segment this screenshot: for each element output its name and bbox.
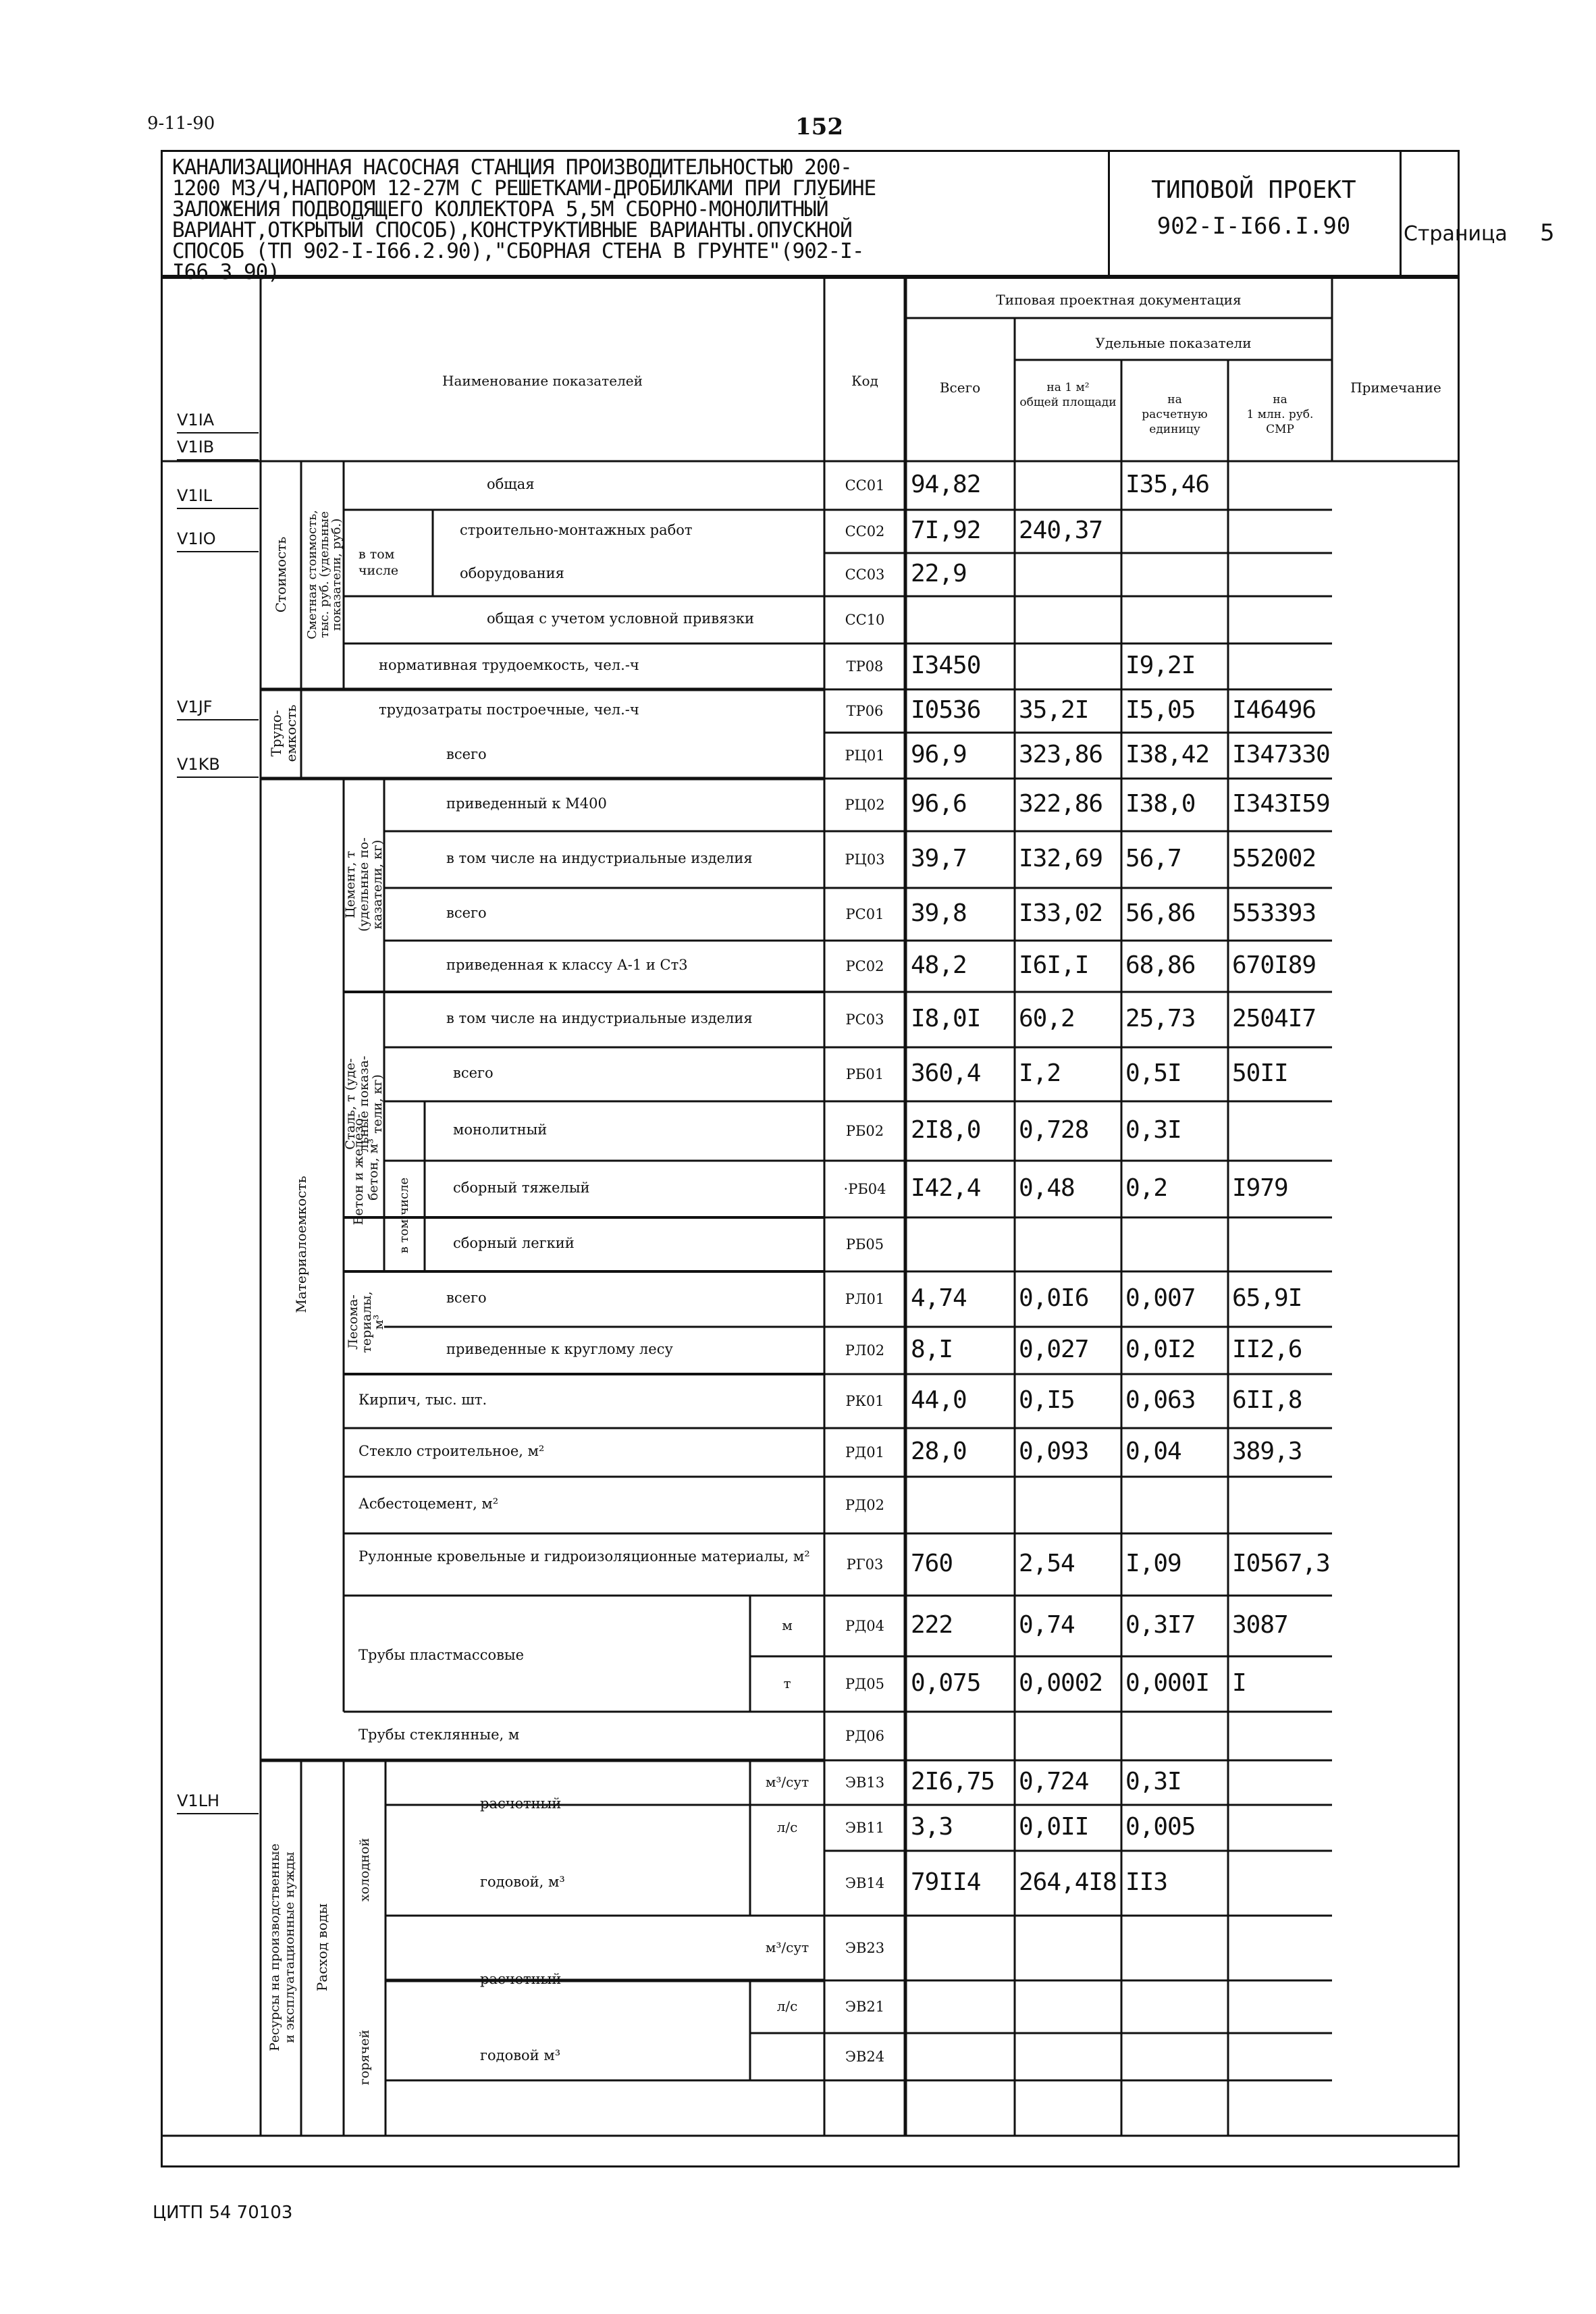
row-code: ЭВ11 [845,1820,885,1836]
header-specific-group: Удельные показатели [1095,335,1252,351]
row-per-unit-value: I38,42 [1125,741,1210,768]
row-label: нормативная трудоемкость, чел.-ч [379,657,639,673]
row-code: ТР06 [846,703,884,719]
row-unit: м [782,1617,793,1633]
row-per-unit-value: I38,0 [1125,790,1196,818]
row-per-m2-value: I6I,I [1019,951,1089,979]
row-total-value: I42,4 [911,1174,981,1202]
header-per-million: СМР [1266,423,1294,436]
row-per-m2-value: 322,86 [1019,790,1103,818]
cement-group-label: казатели, кг) [370,839,385,930]
row-per-unit-value: II3 [1125,1868,1168,1896]
title-line: I66.3.90) [172,260,280,284]
row-label: в том числе на индустриальные изделия [446,850,753,866]
margin-code-rule [177,719,259,720]
resources-group-label: Ресурсы на производственные [267,1843,282,2051]
row-per-unit-value: 0,3I [1125,1116,1181,1144]
row-per-m2-value: 0,728 [1019,1116,1089,1144]
row-per-unit-value: 0,3I7 [1125,1611,1196,1639]
row-label: монолитный [453,1122,548,1138]
row-total-value: 4,74 [911,1284,967,1312]
row-per-m2-value: 264,4I8 [1019,1868,1117,1896]
row-total-value: 0,075 [911,1669,981,1697]
cold-water-label: холодной [357,1837,372,1902]
row-label: всего [446,905,487,921]
row-per-m2-value: 0,48 [1019,1174,1075,1202]
row-per-million-value: I0567,3 [1232,1550,1330,1577]
row-per-unit-value: 0,5I [1125,1059,1181,1087]
row-label: Кирпич, тыс. шт. [358,1392,487,1408]
row-total-value: 2I6,75 [911,1768,995,1795]
row-per-million-value: 2504I7 [1232,1005,1316,1032]
row-total-value: 3,3 [911,1813,953,1841]
row-label: оборудования [460,565,564,581]
row-per-million-value: 389,3 [1232,1438,1302,1465]
row-per-unit-value: I9,2I [1125,652,1196,679]
row-label: общая [487,476,535,492]
cost-subgroup-label: Сметная стоимость, [305,510,319,639]
in-that-label: числе [358,563,399,578]
row-total-value: 28,0 [911,1438,967,1465]
row-total-value: 96,6 [911,790,967,818]
row-code: РС02 [845,958,884,974]
margin-code: V1IA [177,411,215,429]
row-code: ЭВ14 [845,1875,885,1891]
margin-code: V1LH [177,1791,220,1810]
row-label: всего [446,1290,487,1306]
header-per-unit: на [1167,393,1182,406]
row-unit: м³/сут [765,1939,809,1955]
cost-subgroup-label: тыс. руб. (удельные [317,511,331,638]
row-unit: л/с [776,1998,798,2014]
title-block [161,150,1555,284]
row-per-m2-value: 0,74 [1019,1611,1075,1639]
cost-group-label: Стоимость [273,536,289,613]
sheet-label: Страница [1404,222,1508,246]
cost-subgroup-label: показатели, руб.) [329,518,344,631]
row-per-million-value: 553393 [1232,899,1316,927]
row-total-value: 760 [911,1550,953,1577]
row-label: расчетный [480,1971,562,1987]
margin-code-rule [177,1813,259,1814]
footer-code: ЦИТП 54 70103 [153,2203,293,2223]
page-number: 152 [795,113,843,140]
row-code: РД04 [845,1618,884,1634]
row-label: расчетный [480,1795,562,1812]
row-per-unit-value: 0,000I [1125,1669,1210,1697]
hot-water-label: горячей [357,2030,372,2086]
cement-group-label: Цемент, т [343,851,358,918]
row-per-m2-value: I32,69 [1019,845,1103,872]
row-per-million-value: I [1232,1669,1246,1697]
row-total-value: 7I,92 [911,517,981,544]
row-label: сборный тяжелый [453,1180,590,1196]
row-label: в том числе на индустриальные изделия [446,1010,753,1026]
row-per-m2-value: I,2 [1019,1059,1061,1087]
row-per-unit-value: 0,007 [1125,1284,1196,1312]
title-line: КАНАЛИЗАЦИОННАЯ НАСОСНАЯ СТАНЦИЯ ПРОИЗВОДИТЕЛЬНОСТЬЮ 200- [172,155,852,180]
header-per-m2: общей площади [1019,396,1117,409]
row-per-m2-value: 60,2 [1019,1005,1075,1032]
row-per-m2-value: 2,54 [1019,1550,1075,1577]
margin-code-rule [177,508,259,509]
row-code: РД02 [845,1497,884,1513]
header-per-m2: на 1 м² [1046,381,1090,394]
row-code: ЭВ13 [845,1774,885,1791]
row-code: ЭВ21 [845,1999,885,2015]
row-total-value: 94,82 [911,471,981,498]
row-per-million-value: 3087 [1232,1611,1288,1639]
row-per-million-value: I46496 [1232,696,1316,724]
row-code: РС01 [845,906,884,922]
row-unit: л/с [776,1819,798,1835]
row-code: ЭВ24 [845,2049,885,2065]
title-line: ЗАЛОЖЕНИЯ ПОДВОДЯЩЕГО КОЛЛЕКТОРА 5,5М СБОРНО-МОНОЛИТНЫЙ [172,197,828,221]
row-code: РЦ02 [845,797,885,813]
row-per-unit-value: I35,46 [1125,471,1210,498]
row-total-value: I8,0I [911,1005,981,1032]
timber-group-label: териалы, [359,1291,374,1353]
row-per-unit-value: 0,063 [1125,1386,1196,1414]
row-code: СС01 [845,477,885,494]
row-total-value: 39,8 [911,899,967,927]
row-label: всего [446,746,487,762]
cement-group-label: (удельные по- [356,837,371,932]
row-label: Асбестоцемент, м² [358,1496,499,1512]
indicators-table [161,277,1460,2167]
row-per-m2-value: 240,37 [1019,517,1103,544]
row-per-m2-value: 0,0I6 [1019,1284,1089,1312]
row-per-m2-value: 0,724 [1019,1768,1089,1795]
row-per-million-value: I347330 [1232,741,1330,768]
margin-code: V1KB [177,755,220,774]
row-code: ЭВ23 [845,1940,885,1956]
row-total-value: 8,I [911,1336,953,1363]
row-per-m2-value: 0,0II [1019,1813,1089,1841]
row-per-unit-value: I,09 [1125,1550,1181,1577]
row-per-million-value: 65,9I [1232,1284,1302,1312]
row-per-unit-value: 0,3I [1125,1768,1181,1795]
row-total-value: 22,9 [911,560,967,587]
row-code: РБ01 [845,1066,884,1082]
document-date: 9-11-90 [147,113,215,134]
row-label: сборный легкий [453,1235,575,1251]
row-per-unit-value: I5,05 [1125,696,1196,724]
materials-group-label: Материалоемкость [293,1176,309,1313]
row-unit: м³/сут [765,1774,809,1790]
row-code: РЛ02 [845,1342,885,1359]
margin-code-rule [177,551,259,552]
margin-code: V1IO [177,529,216,548]
row-code: СС03 [845,567,885,583]
header-code-column: Код [851,373,878,389]
row-total-value: 222 [911,1611,953,1639]
row-per-million-value: 50II [1232,1059,1288,1087]
title-line: 1200 М3/Ч,НАПОРОМ 12-27М С РЕШЕТКАМИ-ДРОБИЛКАМИ ПРИ ГЛУБИНЕ [172,176,876,201]
row-per-m2-value: 323,86 [1019,741,1103,768]
row-code: РС03 [845,1011,884,1028]
row-label: Рулонные кровельные и гидроизоляционные материалы, м² [358,1548,810,1564]
title-divider [1400,152,1402,275]
header-name-column: Наименование показателей [442,373,643,389]
row-per-m2-value: 0,I5 [1019,1386,1075,1414]
row-per-unit-value: 0,0I2 [1125,1336,1196,1363]
row-code: РБ02 [845,1123,884,1139]
row-label: Трубы пластмассовые [358,1647,525,1663]
row-code: РК01 [845,1393,884,1409]
project-title [172,157,1090,283]
row-total-value: 2I8,0 [911,1116,981,1144]
row-per-unit-value: 25,73 [1125,1005,1196,1032]
title-line: ВАРИАНТ,ОТКРЫТЫЙ СПОСОБ),КОНСТРУКТИВНЫЕ ВАРИАНТЫ.ОПУСКНОЙ [172,218,852,242]
row-total-value: 44,0 [911,1386,967,1414]
row-label: общая с учетом условной привязки [487,610,754,627]
row-unit: т [783,1675,791,1691]
row-code: РБ05 [845,1236,884,1253]
row-code: РЦ03 [845,851,885,868]
row-per-million-value: 552002 [1232,845,1316,872]
row-label: строительно-монтажных работ [460,522,693,538]
row-total-value: 48,2 [911,951,967,979]
row-per-m2-value: I33,02 [1019,899,1103,927]
row-code: СС10 [845,612,885,628]
margin-code: V1JF [177,698,213,716]
row-label: Трубы стеклянные, м [358,1727,520,1743]
header-total-column: Всего [939,379,981,396]
row-per-million-value: 670I89 [1232,951,1316,979]
row-per-unit-value: 68,86 [1125,951,1196,979]
water-group-label: Расход воды [314,1903,330,1992]
timber-group-label: м³ [371,1314,386,1330]
row-label: всего [453,1065,494,1081]
row-code: РД01 [845,1444,884,1461]
margin-code-rule [177,459,259,461]
header-per-unit: единицу [1149,423,1200,436]
row-code: РЛ01 [845,1291,885,1307]
header-doc-group: Типовая проектная документация [996,292,1242,308]
row-total-value: 39,7 [911,845,967,872]
header-per-million: на [1273,393,1287,406]
row-label: годовой, м³ [480,1874,565,1890]
steel-group-label: Сталь, т (уде- [343,1058,358,1150]
in-that-label: в том [358,547,395,562]
sheet-number: 5 [1540,219,1555,246]
row-total-value: 96,9 [911,741,967,768]
row-label: годовой м³ [480,2047,561,2063]
margin-code: V1IL [177,486,213,505]
row-code: СС02 [845,523,885,540]
project-number: 902-I-I66.I.90 [1156,213,1351,240]
header-note-column: Примечание [1350,379,1441,396]
row-per-m2-value: 35,2I [1019,696,1089,724]
title-line: СПОСОБ (ТП 902-I-I66.2.90),"СБОРНАЯ СТЕНА В ГРУНТЕ"(902-I- [172,239,864,263]
steel-group-label: тели, кг) [370,1074,385,1134]
row-per-unit-value: 0,04 [1125,1438,1181,1465]
project-label: ТИПОВОЙ ПРОЕКТ [1151,176,1356,204]
row-label: Стекло строительное, м² [358,1443,545,1459]
row-code: РД06 [845,1728,884,1744]
row-per-million-value: I343I59 [1232,790,1330,818]
resources-group-label: и эксплуатационные нужды [282,1851,297,2043]
row-total-value: I3450 [911,652,981,679]
header-per-unit: расчетную [1142,408,1208,421]
steel-group-label: льные показа- [356,1055,371,1153]
row-code: ·РБ04 [843,1181,886,1197]
row-per-unit-value: 56,86 [1125,899,1196,927]
row-per-m2-value: 0,093 [1019,1438,1089,1465]
margin-code-rule [177,777,259,778]
row-code: РЦ01 [845,747,885,764]
row-label: приведенный к М400 [446,795,607,812]
concrete-group-label: Бетон и железо- [351,1113,366,1226]
row-per-million-value: 6II,8 [1232,1386,1302,1414]
timber-group-label: Лесома- [346,1294,361,1350]
row-code: ТР08 [846,658,884,675]
row-total-value: 79II4 [911,1868,981,1896]
labor-group-label: Трудо- [268,710,284,757]
row-code: РД05 [845,1676,884,1692]
row-per-million-value: I979 [1232,1174,1288,1202]
row-label: трудозатраты построечные, чел.-ч [379,702,639,718]
row-per-unit-value: 56,7 [1125,845,1181,872]
row-per-unit-value: 0,2 [1125,1174,1168,1202]
row-per-million-value: II2,6 [1232,1336,1302,1363]
concrete-subgroup-label: в том числе [397,1177,411,1254]
margin-code: V1IB [177,438,215,456]
margin-code-rule [177,432,259,433]
row-label: приведенные к круглому лесу [446,1341,673,1357]
labor-group-label: емкость [283,704,299,762]
row-total-value: I0536 [911,696,981,724]
concrete-group-label: бетон, м³ [366,1138,381,1201]
row-per-unit-value: 0,005 [1125,1813,1196,1841]
row-per-m2-value: 0,027 [1019,1336,1089,1363]
row-label: приведенная к классу А-1 и Ст3 [446,957,688,973]
header-per-million: 1 млн. руб. [1246,408,1314,421]
row-per-m2-value: 0,0002 [1019,1669,1103,1697]
row-code: РГ03 [846,1556,884,1573]
row-total-value: 360,4 [911,1059,981,1087]
